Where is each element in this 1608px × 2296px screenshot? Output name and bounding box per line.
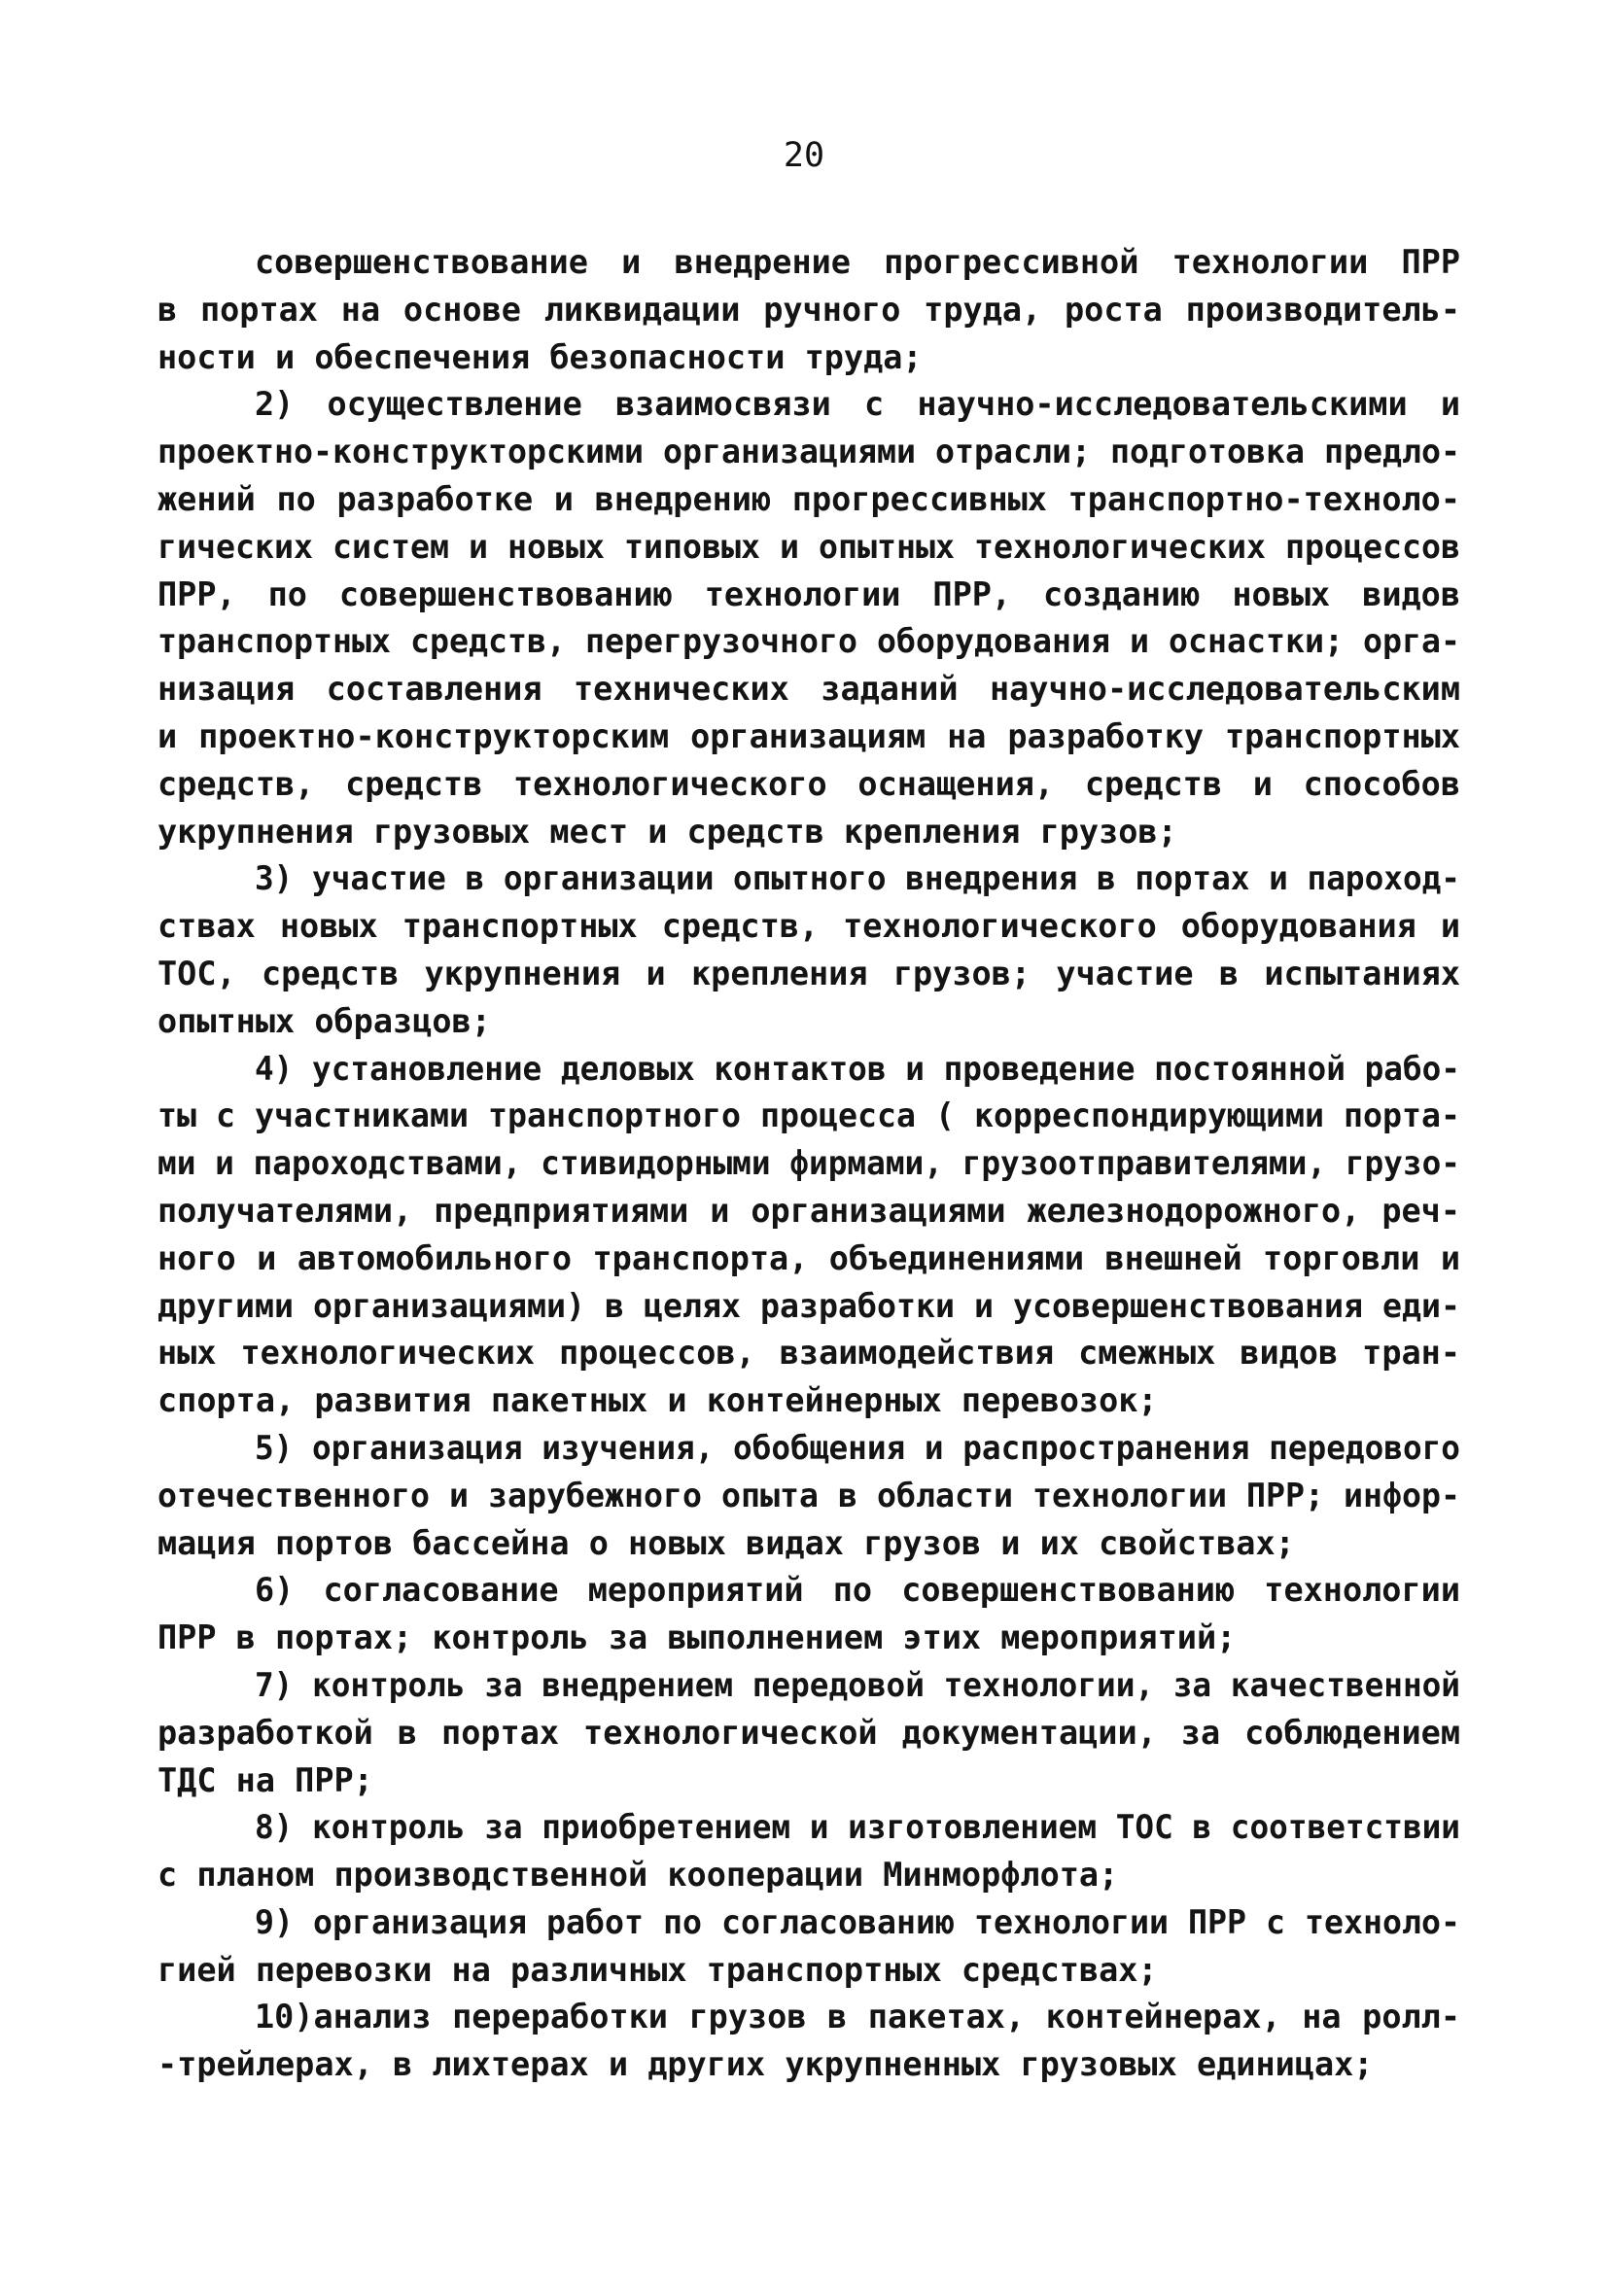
text-line: 10)анализ переработки грузов в пакетах, контейнерах, на ролл- — [255, 1998, 1460, 2036]
text-line: в портах на основе ликвидации ручного труда, роста производитель- — [157, 290, 1460, 329]
text-line: ных технологических процессов, взаимодействия смежных видов тран- — [157, 1334, 1460, 1373]
text-line: ТДС на ПРР; — [157, 1760, 373, 1799]
text-line: 9) организация работ по согласованию технологии ПРР с техноло- — [255, 1902, 1460, 1941]
text-line: и проектно-конструкторским организациям на разработку транспортных — [157, 716, 1460, 755]
text-line: ПРР в портах; контроль за выполнением этих мероприятий; — [157, 1618, 1237, 1657]
text-line: ПРР, по совершенствованию технологии ПРР, созданию новых видов — [157, 574, 1460, 613]
text-line: ты с участниками транспортного процесса ( корреспондирующими порта- — [157, 1096, 1460, 1135]
text-line: 3) участие в организации опытного внедрения в портах и пароход- — [255, 859, 1460, 898]
text-line: ного и автомобильного транспорта, объединениями внешней торговли и — [157, 1238, 1460, 1277]
text-line: 8) контроль за приобретением и изготовлением ТОС в соответствии — [255, 1808, 1460, 1847]
text-line: жений по разработке и внедрению прогрессивных транспортно-техноло- — [157, 479, 1460, 518]
text-line: получателями, предприятиями и организациями железнодорожного, реч- — [157, 1191, 1460, 1230]
text-line: гией перевозки на различных транспортных средствах; — [157, 1950, 1158, 1989]
text-line: 6) согласование мероприятий по совершенствованию технологии — [255, 1571, 1460, 1610]
text-line: другими организациями) в целях разработки и усовершенствования еди- — [157, 1286, 1460, 1325]
text-line: разработкой в портах технологической документации, за соблюдением — [157, 1713, 1460, 1752]
text-line: спорта, развития пакетных и контейнерных перевозок; — [157, 1381, 1158, 1420]
text-line: мация портов бассейна о новых видах грузов и их свойствах; — [157, 1523, 1295, 1562]
text-line: 4) установление деловых контактов и проведение постоянной рабо- — [255, 1049, 1460, 1088]
text-line: транспортных средств, перегрузочного оборудования и оснастки; орга- — [157, 622, 1460, 661]
text-line: опытных образцов; — [157, 1001, 491, 1040]
text-line: ми и пароходствами, стивидорными фирмами, грузоотправителями, грузо- — [157, 1144, 1460, 1183]
text-line: ТОС, средств укрупнения и крепления грузов; участие в испытаниях — [157, 954, 1460, 992]
text-line: средств, средств технологического оснащения, средств и способов — [157, 764, 1460, 803]
text-line: укрупнения грузовых мест и средств крепления грузов; — [157, 812, 1177, 851]
text-line: проектно-конструкторскими организациями отрасли; подготовка предло- — [157, 433, 1460, 471]
text-line: гических систем и новых типовых и опытных технологических процессов — [157, 527, 1460, 566]
text-line: 5) организация изучения, обобщения и распространения передового — [255, 1428, 1460, 1467]
text-line: -трейлерах, в лихтерах и других укрупненных грузовых единицах; — [157, 2045, 1374, 2084]
text-line: 7) контроль за внедрением передовой технологии, за качественной — [255, 1665, 1460, 1704]
text-line: 2) осуществление взаимосвязи с научно-исследовательскими и — [255, 385, 1460, 424]
text-line: ствах новых транспортных средств, технологического оборудования и — [157, 907, 1460, 946]
page-number: 20 — [783, 136, 825, 175]
text-line: ности и обеспечения безопасности труда; — [157, 337, 923, 376]
text-line: с планом производственной кооперации Минморфлота; — [157, 1856, 1119, 1895]
body-text — [157, 239, 1460, 2089]
text-line: отечественного и зарубежного опыта в области технологии ПРР; инфор- — [157, 1476, 1460, 1514]
text-line: совершенствование и внедрение прогрессивной технологии ПРР — [255, 243, 1460, 281]
text-line: низация составления технических заданий научно-исследовательским — [157, 670, 1460, 709]
